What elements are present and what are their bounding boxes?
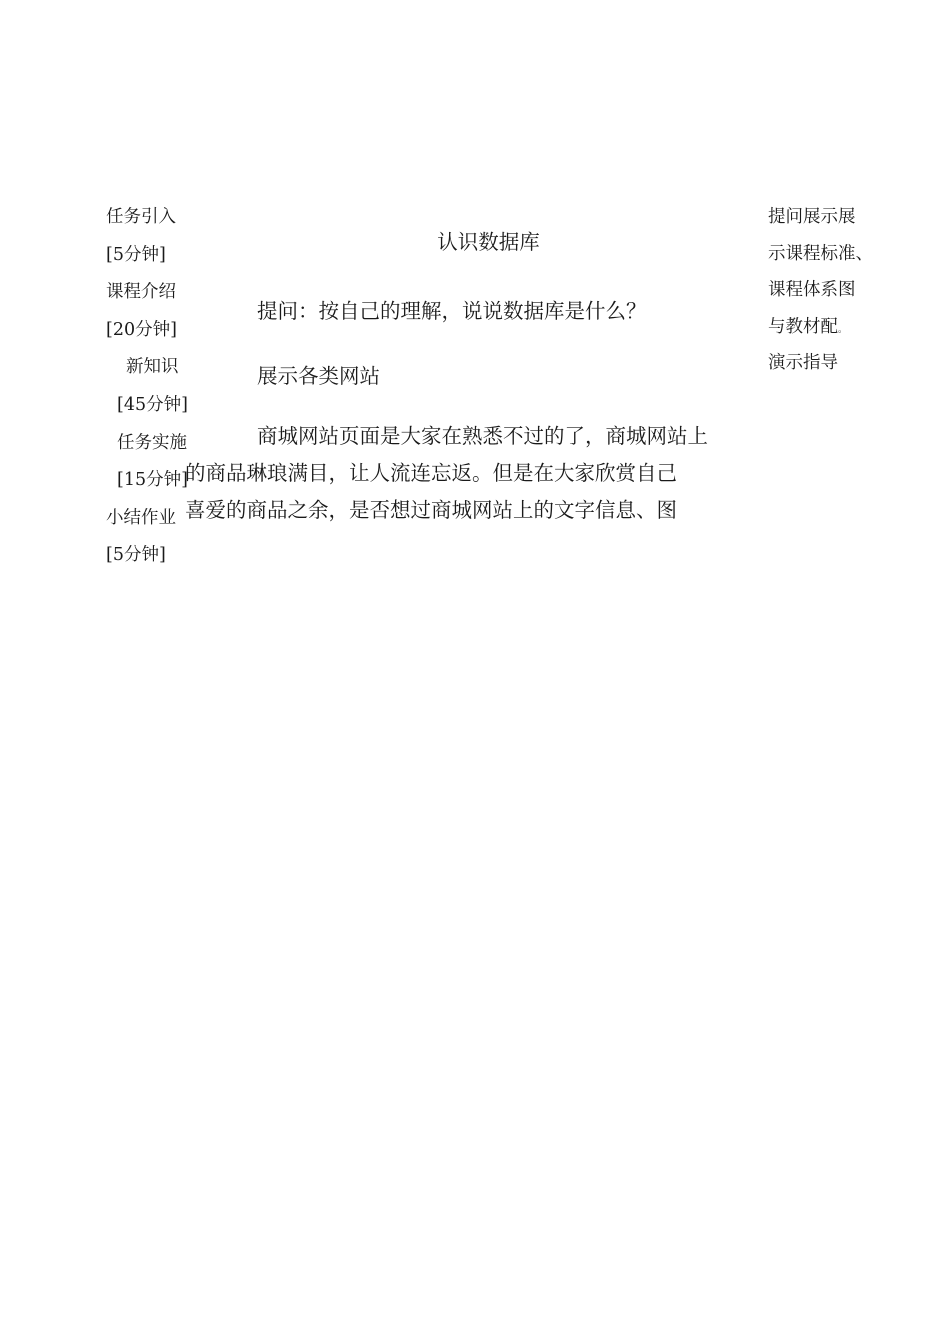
body-line: 喜爱的商品之余，是否想过商城网站上的文字信息、图 [185,498,677,522]
agenda-time-task-implementation: [15分钟] [117,470,188,491]
agenda-item-summary-homework: 小结作业 [106,507,176,528]
agenda-item-task-implementation: 任务实施 [117,432,187,453]
right-notes-column [768,203,898,386]
lesson-content [185,222,761,529]
body-line: 的商品琳琅满目，让人流连忘返。但是在大家欣赏自己 [185,461,677,485]
note-line-text: 与教材配 [768,316,838,337]
lesson-title: 认识数据库 [437,230,540,254]
show-websites-paragraph: 展示各类网站 [257,364,380,388]
note-line-mark: 。 [838,324,848,335]
note-line: 示课程标准、 [768,243,873,264]
body-line: 商城网站页面是大家在熟悉不过的了，商城网站上 [257,424,708,448]
agenda-item-task-intro: 任务引入 [106,207,176,227]
note-line: 演示指导 [768,353,838,374]
note-line: 课程体系图 [768,280,856,301]
agenda-item-course-intro: 课程介绍 [106,282,176,303]
agenda-time-course-intro: [20分钟] [106,319,177,340]
note-line [768,313,898,350]
question-paragraph: 提问：按自己的理解，说说数据库是什么？ [257,299,647,323]
agenda-time-new-knowledge: [45分钟] [117,394,188,415]
agenda-item-new-knowledge: 新知识 [126,357,179,378]
agenda-time-task-intro: [5分钟] [106,244,166,265]
agenda-time-summary-homework: [5分钟] [106,545,166,566]
body-paragraph [185,418,761,529]
note-line: 提问展示展 [768,207,856,227]
